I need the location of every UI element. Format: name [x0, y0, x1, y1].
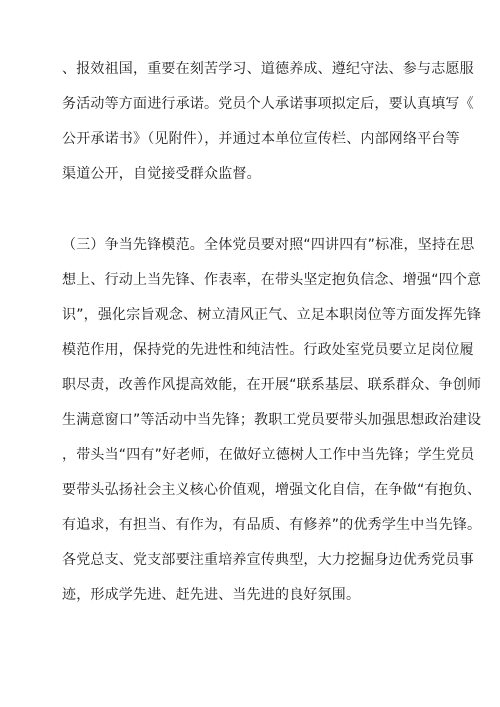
text-line: 有追求，有担当、有作为，有品质、有修养”的优秀学生中当先锋。 [62, 517, 482, 533]
text-line: 务活动等方面进行承诺。党员个人承诺事项拟定后，要认真填写《 [62, 96, 474, 112]
text-line: 渠道公开，自觉接受群众监督。 [62, 166, 261, 182]
text-line: 、报效祖国，重要在刻苦学习、道德养成、遵纪守法、参与志愿服 [62, 61, 474, 77]
text-line: 职尽责，改善作风提高效能，在开展“联系基层、联系群众、争创师 [62, 377, 482, 393]
text-line: 识”，强化宗旨观念、树立清风正气、立足本职岗位等方面发挥先锋 [62, 307, 482, 323]
text-line: 各党总支、党支部要注重培养宣传典型，大力挖掘身边优秀党员事 [62, 552, 474, 568]
text-line: 迹，形成学先进、赶先进、当先进的良好氛围。 [62, 587, 361, 603]
text-line: 公开承诺书》（见附件），并通过本单位宣传栏、内部网络平台等 [62, 131, 460, 147]
text-line: 想上、行动上当先锋、作表率，在带头坚定抱负信念、增强“四个意 [62, 272, 482, 288]
text-line: 要带头弘扬社会主义核心价值观，增强文化自信，在争做“有抱负、 [62, 482, 482, 498]
text-line: 模范作用，保持党的先进性和纯洁性。行政处室党员要立足岗位履 [62, 342, 474, 358]
text-line: （三）争当先锋模范。全体党员要对照“四讲四有”标准，坚持在思 [62, 237, 475, 253]
text-line: 生满意窗口”等活动中当先锋；教职工党员要带头加强思想政治建设 [62, 412, 482, 428]
text-line: ，带头当“四有”好老师，在做好立德树人工作中当先锋；学生党员 [62, 447, 475, 463]
